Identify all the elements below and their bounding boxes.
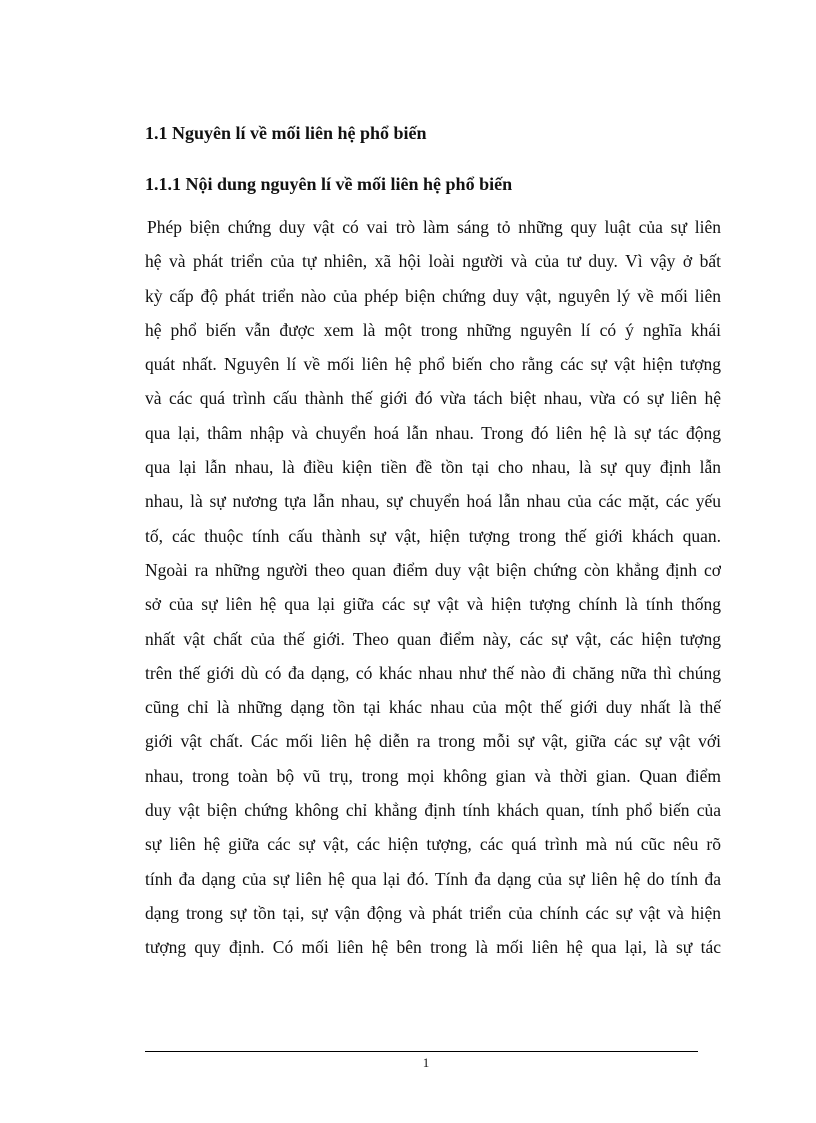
body-line: dạng trong sự tồn tại, sự vận động và phát triển của chính các sự vật và hiện (145, 902, 721, 923)
body-line: cũng chỉ là những dạng tồn tại khác nhau của một thế giới duy nhất là thế (145, 697, 721, 718)
body-line: giới vật chất. Các mối liên hệ diễn ra trong mỗi sự vật, giữa các sự vật với (145, 731, 721, 752)
body-line: nhau, là sự nương tựa lẫn nhau, sự chuyển hoá lẫn nhau của các mặt, các yếu (145, 491, 721, 512)
body-line: Ngoài ra những người theo quan điểm duy vật biện chứng còn khẳng định cơ (145, 559, 721, 580)
body-line: hệ phổ biến vẫn được xem là một trong những nguyên lí có ý nghĩa khái (145, 319, 721, 340)
body-line: hệ và phát triển của tự nhiên, xã hội loài người và của tư duy. Vì vậy ở bất (145, 251, 721, 272)
body-line: và các quá trình cấu thành thế giới đó vừa tách biệt nhau, vừa có sự liên hệ (145, 388, 721, 409)
body-line: quát nhất. Nguyên lí về mối liên hệ phổ biến cho rằng các sự vật hiện tượng (145, 354, 721, 375)
body-line: tố, các thuộc tính cấu thành sự vật, hiện tượng trong thế giới khách quan. (145, 525, 721, 546)
body-line: qua lại, thâm nhập và chuyển hoá lẫn nhau. Trong đó liên hệ là sự tác động (145, 422, 721, 443)
footer-divider (145, 1051, 698, 1052)
body-line: nhất vật chất của thế giới. Theo quan điểm này, các sự vật, các hiện tượng (145, 628, 721, 649)
subsection-heading: 1.1.1 Nội dung nguyên lí về mối liên hệ phổ biến (145, 174, 513, 194)
body-line: trên thế giới dù có đa dạng, có khác nhau như thế nào đi chăng nữa thì chúng (145, 662, 721, 683)
body-line: kỳ cấp độ phát triển nào của phép biện chứng duy vật, nguyên lý về mối liên (145, 285, 721, 306)
body-line: nhau, trong toàn bộ vũ trụ, trong mọi không gian và thời gian. Quan điểm (145, 765, 721, 786)
body-line: qua lại lẫn nhau, là điều kiện tiền đề tồn tại cho nhau, là sự quy định lẫn (145, 457, 721, 478)
body-paragraph (145, 212, 721, 967)
body-line: tính đa dạng của sự liên hệ qua lại đó. Tính đa dạng của sự liên hệ do tính đa (145, 868, 721, 889)
section-heading: 1.1 Nguyên lí về mối liên hệ phổ biến (145, 123, 427, 143)
body-line: Phép biện chứng duy vật có vai trò làm sáng tỏ những quy luật của sự liên (147, 217, 721, 237)
body-line: tượng quy định. Có mối liên hệ bên trong là mối liên hệ qua lại, là sự tác (145, 937, 721, 958)
page-number: 1 (422, 1055, 430, 1070)
body-line: sở của sự liên hệ qua lại giữa các sự vật và hiện tượng chính là tính thống (145, 594, 721, 615)
body-line: duy vật biện chứng không chỉ khẳng định tính khách quan, tính phổ biến của (145, 800, 721, 821)
body-line: sự liên hệ giữa các sự vật, các hiện tượng, các quá trình mà nú cũc nêu rõ (145, 834, 721, 855)
